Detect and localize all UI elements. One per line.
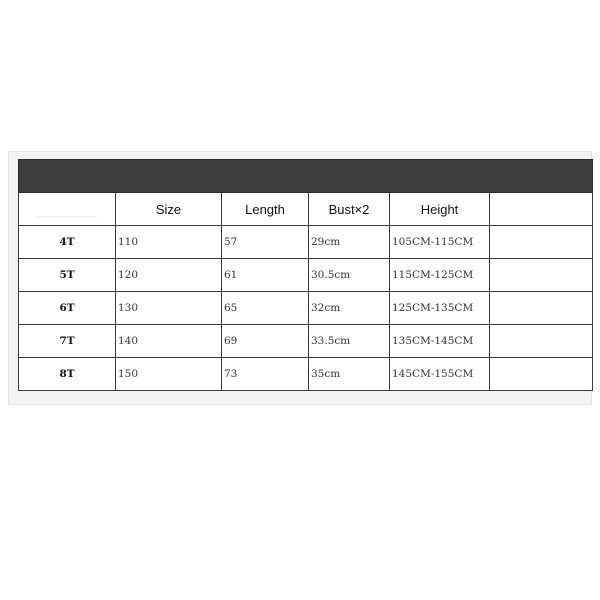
header-row <box>19 193 593 226</box>
table-row <box>19 358 593 391</box>
height-value: 125CM-135CM <box>390 292 490 325</box>
table-row <box>19 292 593 325</box>
size-value: 150 <box>116 358 222 391</box>
table-banner <box>19 160 593 193</box>
row-label: 8T <box>19 358 116 391</box>
header-cell-blank-right <box>490 193 593 226</box>
length-value: 57 <box>222 226 309 259</box>
row-label: 4T <box>19 226 116 259</box>
extra-cell <box>490 226 593 259</box>
bust-value: 30.5cm <box>309 259 390 292</box>
size-chart-table <box>18 159 593 391</box>
extra-cell <box>490 358 593 391</box>
row-label: 5T <box>19 259 116 292</box>
length-value: 61 <box>222 259 309 292</box>
extra-cell <box>490 292 593 325</box>
bust-value: 32cm <box>309 292 390 325</box>
row-label: 7T <box>19 325 116 358</box>
row-label: 6T <box>19 292 116 325</box>
length-value: 69 <box>222 325 309 358</box>
height-value: 105CM-115CM <box>390 226 490 259</box>
length-value: 73 <box>222 358 309 391</box>
header-length: Length <box>222 193 309 226</box>
header-size: Size <box>116 193 222 226</box>
bust-value: 29cm <box>309 226 390 259</box>
table-row <box>19 259 593 292</box>
size-value: 120 <box>116 259 222 292</box>
size-value: 140 <box>116 325 222 358</box>
header-bust: Bust×2 <box>309 193 390 226</box>
extra-cell <box>490 259 593 292</box>
size-value: 130 <box>116 292 222 325</box>
bust-value: 33.5cm <box>309 325 390 358</box>
extra-cell <box>490 325 593 358</box>
height-value: 135CM-145CM <box>390 325 490 358</box>
header-cell-blank-left <box>19 193 116 226</box>
size-value: 110 <box>116 226 222 259</box>
length-value: 65 <box>222 292 309 325</box>
header-height: Height <box>390 193 490 226</box>
faint-mark <box>37 216 97 218</box>
banner-bar <box>19 160 593 193</box>
table-row <box>19 325 593 358</box>
table-row <box>19 226 593 259</box>
bust-value: 35cm <box>309 358 390 391</box>
height-value: 115CM-125CM <box>390 259 490 292</box>
height-value: 145CM-155CM <box>390 358 490 391</box>
